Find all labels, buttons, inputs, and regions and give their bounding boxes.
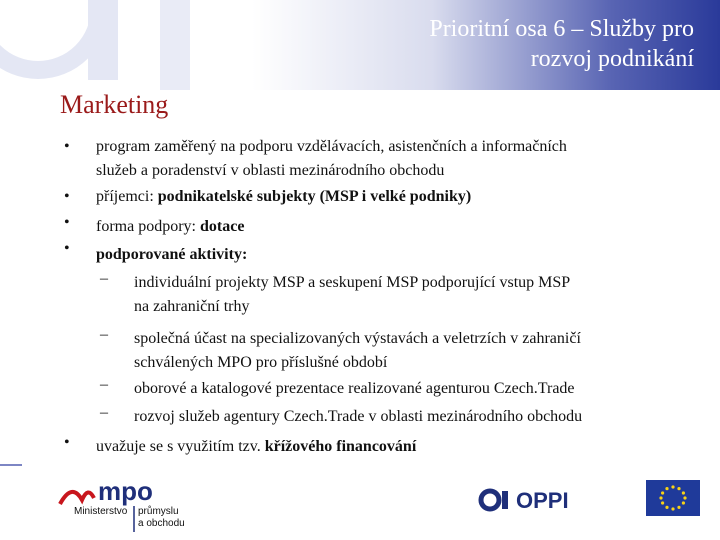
mpo-label-2 [138, 506, 185, 530]
slide-title [274, 14, 694, 74]
bullet-dot-icon: • [64, 188, 70, 205]
dash-icon: – [100, 376, 108, 393]
mpo-label-2a: průmyslu [138, 506, 179, 517]
sub-1-line2: na zahraniční trhy [134, 298, 250, 315]
bullet-3-label: forma podpory: [96, 218, 200, 235]
footer-divider [0, 464, 22, 466]
sub-2-line1: společná účast na specializovaných výstavách a veletrzích v zahraničí [134, 330, 581, 347]
eu-flag-icon [646, 480, 700, 516]
slide-title-line2: rozvoj podnikání [530, 46, 694, 72]
oppi-logo [478, 486, 588, 516]
mpo-label-2b: a obchodu [138, 518, 185, 529]
oppi-label: OPPI [516, 488, 569, 513]
bullet-dot-icon: • [64, 214, 70, 231]
bullet-5 [96, 438, 416, 456]
slide-title-line1: Prioritní osa 6 – Služby pro [429, 16, 694, 42]
eu-stars [646, 480, 700, 516]
bullet-2-value: podnikatelské subjekty (MSP i velké podniky) [157, 188, 472, 205]
bullet-3-value: dotace [199, 218, 245, 235]
mpo-logo [58, 474, 188, 534]
sub-3: oborové a katalogové prezentace realizované agenturou Czech.Trade [134, 380, 575, 397]
bullet-dot-icon: • [64, 240, 70, 257]
bullet-4-label: podporované aktivity: [96, 246, 248, 263]
bullet-3 [96, 218, 244, 236]
dash-icon: – [100, 404, 108, 421]
bullet-2-label: příjemci: [96, 188, 158, 205]
bullet-1-line1: program zaměřený na podporu vzdělávacích, asistenčních a informačních [96, 138, 567, 155]
dash-icon: – [100, 270, 108, 287]
bullet-4 [96, 246, 247, 264]
svg-text:mpo: mpo [98, 476, 153, 506]
bullet-dot-icon: • [64, 138, 70, 155]
bullet-5-label: uvažuje se s využitím tzv. [96, 438, 265, 455]
dash-icon: – [100, 326, 108, 343]
sub-1-line1: individuální projekty MSP a seskupení MSP podporující vstup MSP [134, 274, 571, 291]
bullet-2 [96, 188, 471, 206]
bullet-dot-icon: • [64, 434, 70, 451]
bullet-5-value: křížového financování [264, 438, 417, 455]
bullet-1-line2: služeb a poradenství v oblasti mezinárodního obchodu [96, 162, 445, 179]
section-title: Marketing [60, 90, 169, 119]
sub-4: rozvoj služeb agentury Czech.Trade v oblasti mezinárodního obchodu [134, 408, 583, 425]
sub-2-line2: schválených MPO pro příslušné období [134, 354, 388, 371]
mpo-label-1: Ministerstvo [74, 506, 128, 517]
header-banner [0, 0, 720, 90]
